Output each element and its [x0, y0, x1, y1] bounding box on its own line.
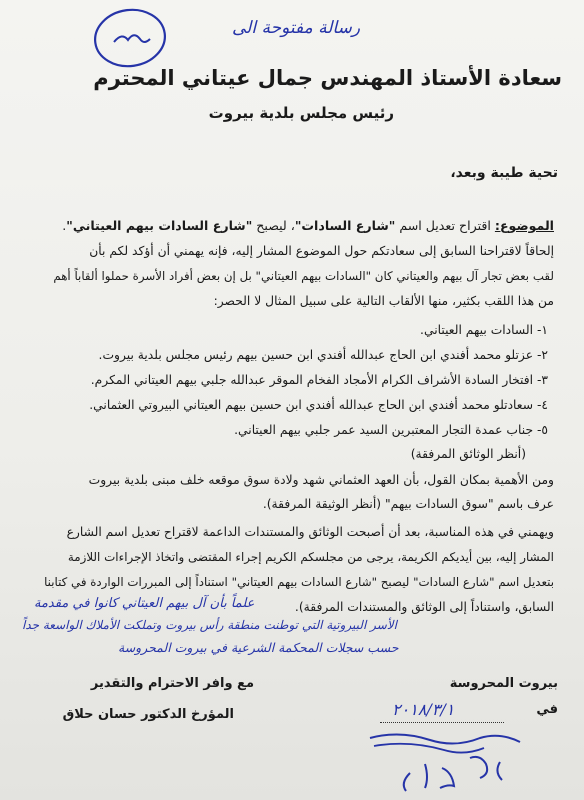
list-item: ١- السادات بيهم العيتاني. — [420, 323, 548, 337]
paragraph-line: السابق، واستناداً إلى الوثائق والمستندات المرفقة). — [294, 600, 554, 614]
circled-stamp-mark — [88, 2, 172, 72]
handwritten-note-line: حسب سجلات المحكمة الشرعية في بيروت المحروسة — [118, 640, 399, 655]
handwritten-note-line: علماً بأن آل بيهم العيتاني كانوا في مقدمة — [34, 596, 255, 611]
date-label: في — [536, 702, 558, 717]
subject-text-c: . — [62, 218, 67, 233]
paragraph-line: المشار إليه، بين أيديكم الكريمة، يرجى من مجلسكم الكريم إجراء المقتضى واتخاذ الإجراءات اللازمة — [67, 550, 554, 564]
date-underline — [380, 722, 504, 723]
list-item: ٢- عزتلو محمد أفندي ابن الحاج عبدالله أفندي ابن حسين بيهم رئيس مجلس بلدية بيروت. — [98, 348, 548, 362]
list-item: ٣- افتخار السادة الأشراف الكرام الأمجاد الفخام الموقر عبدالله جلبي بيهم العيتاني المكرم. — [90, 373, 548, 387]
paragraph-line: ويهمني في هذه المناسبة، بعد أن أصبحت الوثائق والمستندات الداعمة لاقتراح تعديل اسم الشارع — [66, 525, 554, 539]
attachment-note: (أنظر الوثائق المرفقة) — [410, 447, 526, 461]
subject-bold-a: "شارع السادات" — [294, 218, 396, 233]
handwritten-signature — [350, 728, 550, 798]
list-item: ٥- جناب عمدة التجار المعتبرين السيد عمر جلبي بيهم العيتاني. — [234, 423, 548, 437]
paragraph-line: بتعديل اسم "شارع السادات" ليصبح "شارع السادات بيهم العيتاني" استناداً إلى المبررات الواردة في كتابنا — [44, 575, 554, 589]
paragraph-line: ومن الأهمية بمكان القول، بأن العهد العثماني شهد ولادة سوق موقعه خلف مبنى بلدية بيروت — [88, 473, 554, 487]
paragraph-line: عرف باسم "سوق السادات بيهم" (أنظر الوثيقة المرفقة). — [262, 497, 554, 511]
list-item: ٤- سعادتلو محمد أفندي ابن الحاج عبدالله أفندي ابن حسين بيهم العيتاني البيروتي العثماني. — [89, 398, 548, 412]
closing-place: بيروت المحروسة — [449, 676, 558, 691]
intro-line: من هذا اللقب بكثير، منها الألقاب التالية على سبيل المثال لا الحصر: — [213, 294, 554, 308]
subject-label: الموضوع: — [494, 218, 554, 233]
closing-signatory: المؤرخ الدكتور حسان حلاق — [62, 707, 234, 722]
recipient-name: سعادة الأستاذ المهندس جمال عيتاني المحترم — [93, 66, 562, 90]
greeting: تحية طيبة وبعد، — [450, 165, 558, 181]
subject-line — [62, 218, 554, 233]
subject-bold-b: "شارع السادات بيهم العيتاني" — [66, 218, 253, 233]
handwritten-header: رسالة مفتوحة الى — [232, 18, 361, 38]
recipient-title: رئيس مجلس بلدية بيروت — [208, 104, 394, 122]
intro-line: إلحاقاً لاقتراحنا السابق إلى سعادتكم حول الموضوع المشار إليه، فإنه يهمني أن أؤكد لكم بأن — [89, 244, 554, 258]
date-handwritten: ٢٠١٨/٣/١ — [392, 700, 455, 719]
intro-line: لقب بعض تجار آل بيهم والعيتاني كان "السادات بيهم العيتاني" بل إن بعض أفراد الأسرة حملوا ألقاباً أهم — [53, 269, 554, 283]
closing-regards: مع وافر الاحترام والتقدير — [90, 676, 254, 691]
handwritten-note-line: الأسر البيروتية التي توطنت منطقة رأس بيروت وتملكت الأملاك الواسعة جداً — [22, 618, 397, 632]
subject-text-a: اقتراح تعديل اسم — [395, 218, 495, 233]
subject-text-b: ، ليصبح — [252, 218, 295, 233]
